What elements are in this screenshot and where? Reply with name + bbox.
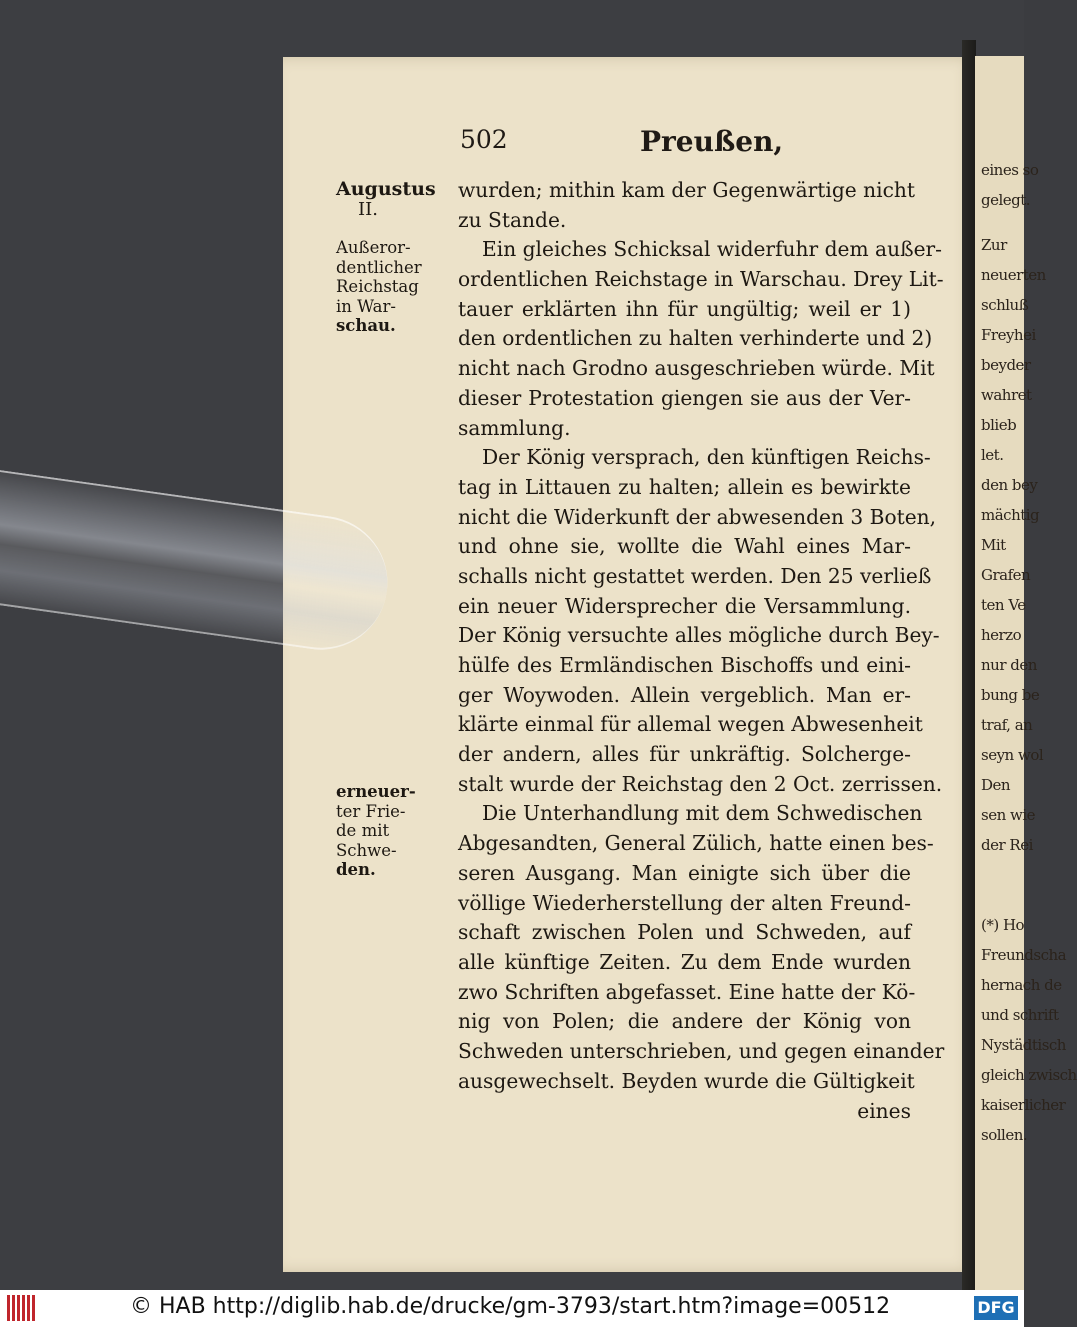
next-page-text: Freundscha xyxy=(981,946,1067,964)
text-line: dieser Protestation giengen sie aus der Ver- xyxy=(458,385,911,410)
text-line: ein neuer Widersprecher die Versammlung. xyxy=(458,593,911,618)
text-line: Der König versuchte alles mögliche durch Bey- xyxy=(458,623,940,648)
next-page-text: let. xyxy=(981,446,1004,464)
text-line: tauer erklärten ihn für ungültig; weil er 1) xyxy=(458,296,911,321)
dfg-logo: DFG xyxy=(974,1296,1018,1320)
next-page-text: der Rei xyxy=(981,836,1033,854)
next-page-text: nur den xyxy=(981,656,1037,674)
next-page-text: wahret xyxy=(981,386,1032,404)
copyright-url[interactable]: © HAB http://diglib.hab.de/drucke/gm-3793/start.htm?image=00512 xyxy=(130,1294,891,1319)
catchword: eines xyxy=(857,1099,911,1123)
margin-note-line: Schwe- xyxy=(336,840,397,860)
next-page-text: Zur xyxy=(981,236,1007,254)
running-title: Preußen, xyxy=(640,125,784,158)
next-page-text: Mit xyxy=(981,536,1006,554)
text-line: völlige Wiederherstellung der alten Freund- xyxy=(458,890,911,915)
text-line: sammlung. xyxy=(458,415,571,440)
next-page-text: traf, an xyxy=(981,716,1033,734)
margin-note-frieden xyxy=(336,782,416,880)
next-page-text: seyn wol xyxy=(981,746,1044,764)
margin-note-augustus xyxy=(336,178,436,220)
next-page-text: kaiserlicher xyxy=(981,1096,1066,1114)
text-line: seren Ausgang. Man einigte sich über die xyxy=(458,860,911,885)
text-line: alle künftige Zeiten. Zu dem Ende wurden xyxy=(458,949,911,974)
margin-note-line: Reichstag xyxy=(336,277,419,296)
text-line: Schweden unterschrieben, und gegen einander xyxy=(458,1038,945,1063)
text-line: ordentlichen Reichstage in Warschau. Drey Lit- xyxy=(458,267,944,292)
next-page-fragment xyxy=(975,56,1077,1290)
next-page-text: Den xyxy=(981,776,1011,794)
text-line: tag in Littauen zu halten; allein es bewirkte xyxy=(458,474,911,499)
footer-bar xyxy=(0,1290,1024,1327)
body-text xyxy=(458,176,945,1096)
next-page-text: blieb xyxy=(981,416,1017,434)
next-page-text: sen wie xyxy=(981,806,1036,824)
next-page-text: Freyhei xyxy=(981,326,1036,344)
margin-note-reichstag xyxy=(336,238,422,336)
next-page-text: ten Ve xyxy=(981,596,1026,614)
next-page-text: herzo xyxy=(981,626,1022,644)
next-page-text: schluß xyxy=(981,296,1029,314)
book-gutter xyxy=(962,40,976,1290)
text-line: klärte einmal für allemal wegen Abwesenheit xyxy=(458,712,923,737)
text-line: Ein gleiches Schicksal widerfuhr dem außer- xyxy=(482,237,942,262)
margin-note-line: in War- xyxy=(336,296,396,316)
margin-note-line: II. xyxy=(358,199,378,220)
next-page-text: Nystädtisch xyxy=(981,1036,1066,1054)
margin-note-line: Augustus xyxy=(336,178,436,200)
text-line: der andern, alles für unkräftig. Solcherge- xyxy=(458,742,911,767)
text-line: hülfe des Ermländischen Bischoffs und eini- xyxy=(458,653,911,677)
text-line: nig von Polen; die andere der König von xyxy=(458,1009,911,1034)
margin-note-line: de mit xyxy=(336,821,390,840)
next-page-text: mächtig xyxy=(981,506,1040,524)
next-page-text: neuerten xyxy=(981,266,1046,284)
margin-note-line: Außeror- xyxy=(336,238,411,257)
page-header xyxy=(460,125,910,165)
text-line: ausgewechselt. Beyden wurde die Gültigkeit xyxy=(458,1068,915,1093)
margin-note-line: schau. xyxy=(336,316,396,335)
next-page-text: den bey xyxy=(981,476,1038,494)
text-line: schaft zwischen Polen und Schweden, auf xyxy=(458,920,911,945)
next-page-text: gelegt. xyxy=(981,191,1031,209)
next-page-text: und schrift xyxy=(981,1006,1059,1024)
next-page-text: gleich zwisch xyxy=(981,1066,1077,1084)
next-page-text: sollen. xyxy=(981,1126,1028,1144)
next-page-text: bung be xyxy=(981,686,1040,704)
next-page-text: (*) Ho xyxy=(981,916,1025,934)
margin-note-line: ter Frie- xyxy=(336,801,406,821)
next-page-text: eines so xyxy=(981,161,1039,179)
margin-note-line: den. xyxy=(336,860,376,879)
hab-logo-icon xyxy=(7,1295,37,1321)
page-number: 502 xyxy=(460,125,508,154)
next-page-text: Grafen xyxy=(981,566,1031,584)
text-line: den ordentlichen zu halten verhinderte und 2) xyxy=(458,326,933,351)
text-line: wurden; mithin kam der Gegenwärtige nicht xyxy=(458,178,916,202)
margin-note-line: erneuer- xyxy=(336,782,416,801)
text-line: zu Stande. xyxy=(458,207,567,232)
text-line: ger Woywoden. Allein vergeblich. Man er- xyxy=(458,682,911,707)
text-line: nicht nach Grodno ausgeschrieben würde. Mit xyxy=(458,356,935,381)
margin-note-line: dentlicher xyxy=(336,257,422,277)
next-page-text: beyder xyxy=(981,356,1031,374)
text-line: schalls nicht gestattet werden. Den 25 verließ xyxy=(458,563,932,588)
text-line: zwo Schriften abgefasset. Eine hatte der Kö- xyxy=(458,979,916,1004)
text-line: nicht die Widerkunft der abwesenden 3 Boten, xyxy=(458,504,937,529)
text-line: Die Unterhandlung mit dem Schwedischen xyxy=(482,801,923,826)
text-line: Der König versprach, den künftigen Reichs- xyxy=(482,445,931,470)
text-line: und ohne sie, wollte die Wahl eines Mar- xyxy=(458,534,911,559)
text-line: stalt wurde der Reichstag den 2 Oct. zerrissen. xyxy=(458,771,943,796)
catchword-block xyxy=(458,1097,911,1127)
text-line: Abgesandten, General Zülich, hatte einen bes- xyxy=(458,831,934,856)
next-page-text: hernach de xyxy=(981,976,1062,994)
